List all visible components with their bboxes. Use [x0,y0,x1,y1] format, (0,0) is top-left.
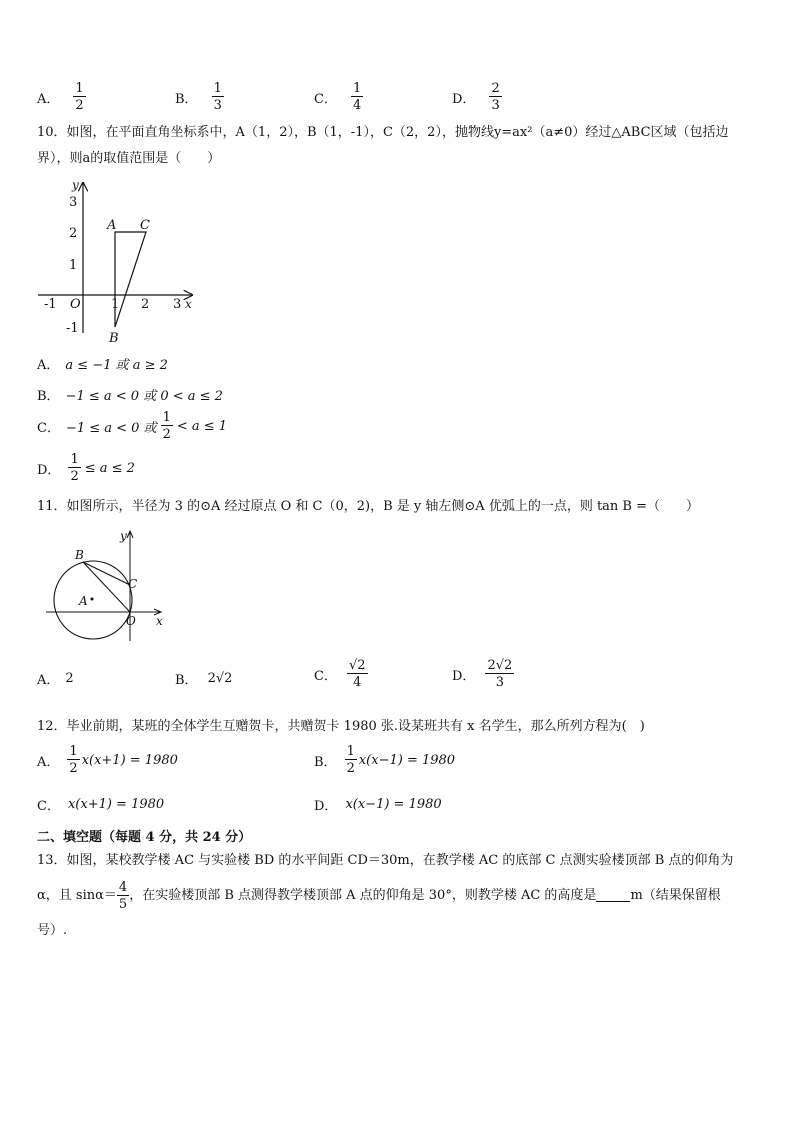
point-b-label: B [109,331,119,346]
y-tick-3: 3 [69,195,78,210]
x-axis-label: x [185,297,192,311]
x-tick-1: 1 [111,297,120,312]
answer-blank[interactable] [596,890,630,902]
option-text: −1 ≤ a < 0 或 [65,420,157,436]
option-label: C． [314,91,337,107]
q12-option-d: D． x(x−1) = 1980 [314,797,442,814]
q10-text-line1: 10．如图，在平面直角坐标系中，A（1，2），B（1，-1），C（2，2），抛物线y=ax²（a≠0）经过△ABC区域（包括边 [37,125,729,140]
point-a-label: A [107,218,117,233]
q10-figure [34,175,204,350]
q13-line2: α，且 sinα＝ $\frac{4}{5}$ ，在实验楼顶部 B 点测得教学楼顶部 A 点的仰角是 30°，则教学楼 AC 的高度是 m（结果保留根 [37,880,721,912]
q12-option-c: C． x(x+1) = 1980 [37,797,165,814]
y-label: y [120,529,127,543]
q9-option-d [452,82,502,112]
chord-bc [83,562,130,585]
fraction: $\frac{1}{3}$ [213,81,222,113]
option-label: A． [37,91,60,107]
option-text: x(x+1) = 1980 [81,752,178,768]
fraction: $\frac{1}{2}$ [69,744,78,776]
chord-bo [83,562,130,612]
option-text: 2 [65,671,74,686]
point-a-label: A [79,594,88,608]
point-b-label: B [75,548,84,562]
y-axis-label: y [72,178,79,192]
x-tick-2: 2 [141,297,150,312]
fraction: $\frac{√2}{4}$ [348,658,366,690]
fraction: $\frac{1}{2}$ [75,81,84,113]
q12-stem [37,714,759,740]
option-text: x(x+1) = 1980 [67,797,165,812]
q10-option-d: D． $\frac{1}{2}$ ≤ a ≤ 2 [37,452,135,484]
option-text: a ≤ −1 或 a ≥ 2 [65,358,168,373]
origin-label: O [70,297,81,312]
q13-line1: 13．如图，某校教学楼 AC 与实验楼 BD 的水平间距 CD＝30m，在教学楼 AC 的底部 C 点测实验楼顶部 B 点的仰角为 [37,853,734,868]
option-text: 2√2 [207,671,233,686]
q11-text: 11．如图所示，半径为 3 的⊙A 经过原点 O 和 C（0，2)，B 是 y 轴左侧⊙A 优弧上的一点，则 tan B =（ ） [37,499,700,514]
fraction: $\frac{1}{2}$ [162,410,171,442]
option-text: x(x−1) = 1980 [345,797,442,812]
q9-option-b [175,82,224,112]
y-tick-2: 2 [69,226,78,241]
q13-line3: 号）. [37,923,68,938]
q11-figure [44,528,174,644]
option-label: D． [452,91,476,107]
q13-stem [37,848,759,944]
q10-text-line2: 界），则a的取值范围是（ ） [37,151,221,166]
option-text: ≤ a ≤ 2 [84,460,135,476]
q11-stem [37,494,759,520]
fraction: $\frac{1}{4}$ [352,81,362,113]
center-dot [91,598,94,601]
fraction: $\frac{2√2}{3}$ [487,658,513,690]
point-c-label: C [128,577,138,591]
q10-option-c: C． −1 ≤ a < 0 或 $\frac{1}{2}$ < a ≤ 1 [37,410,228,442]
q12-text: 12．毕业前期，某班的全体学生互赠贺卡，共赠贺卡 1980 张.设某班共有 x 名学生，那么所列方程为( ) [37,719,645,734]
option-text: < a ≤ 1 [176,418,228,434]
q12-option-a: A． $\frac{1}{2}$ x(x+1) = 1980 [37,744,178,776]
q10-option-a: A． a ≤ −1 或 a ≥ 2 [37,354,168,373]
fraction: $\frac{2}{3}$ [491,81,500,113]
fraction: $\frac{4}{5}$ [118,880,128,912]
q9-option-c [314,82,363,112]
x-tick-3: 3 [173,297,182,312]
q9-option-a [37,82,86,112]
q10-stem [37,120,759,172]
option-text: x(x−1) = 1980 [358,752,456,768]
point-c-label: C [140,218,150,233]
q10-option-b: B． −1 ≤ a < 0 或 0 < a ≤ 2 [37,385,223,404]
q11-option-d: D． $\frac{2√2}{3}$ [452,658,513,690]
fraction: $\frac{1}{2}$ [70,452,79,484]
section-title: 二、填空题（每题 4 分，共 24 分） [37,830,252,845]
q11-option-b: B． 2√2 [175,671,233,688]
y-tick-1: 1 [69,258,78,273]
q11-option-c: C． $\frac{√2}{4}$ [314,658,366,690]
x-tick-neg1: -1 [44,297,57,312]
option-text: −1 ≤ a < 0 或 0 < a ≤ 2 [65,389,223,404]
y-tick-neg1: -1 [66,321,79,336]
origin-label: O [126,614,136,628]
option-label: B． [175,91,198,107]
x-label: x [156,614,163,628]
triangle-abc [115,232,146,327]
q11-option-a: A． 2 [37,671,74,688]
fraction: $\frac{1}{2}$ [346,744,355,776]
q12-option-b: B． $\frac{1}{2}$ x(x−1) = 1980 [314,744,456,776]
